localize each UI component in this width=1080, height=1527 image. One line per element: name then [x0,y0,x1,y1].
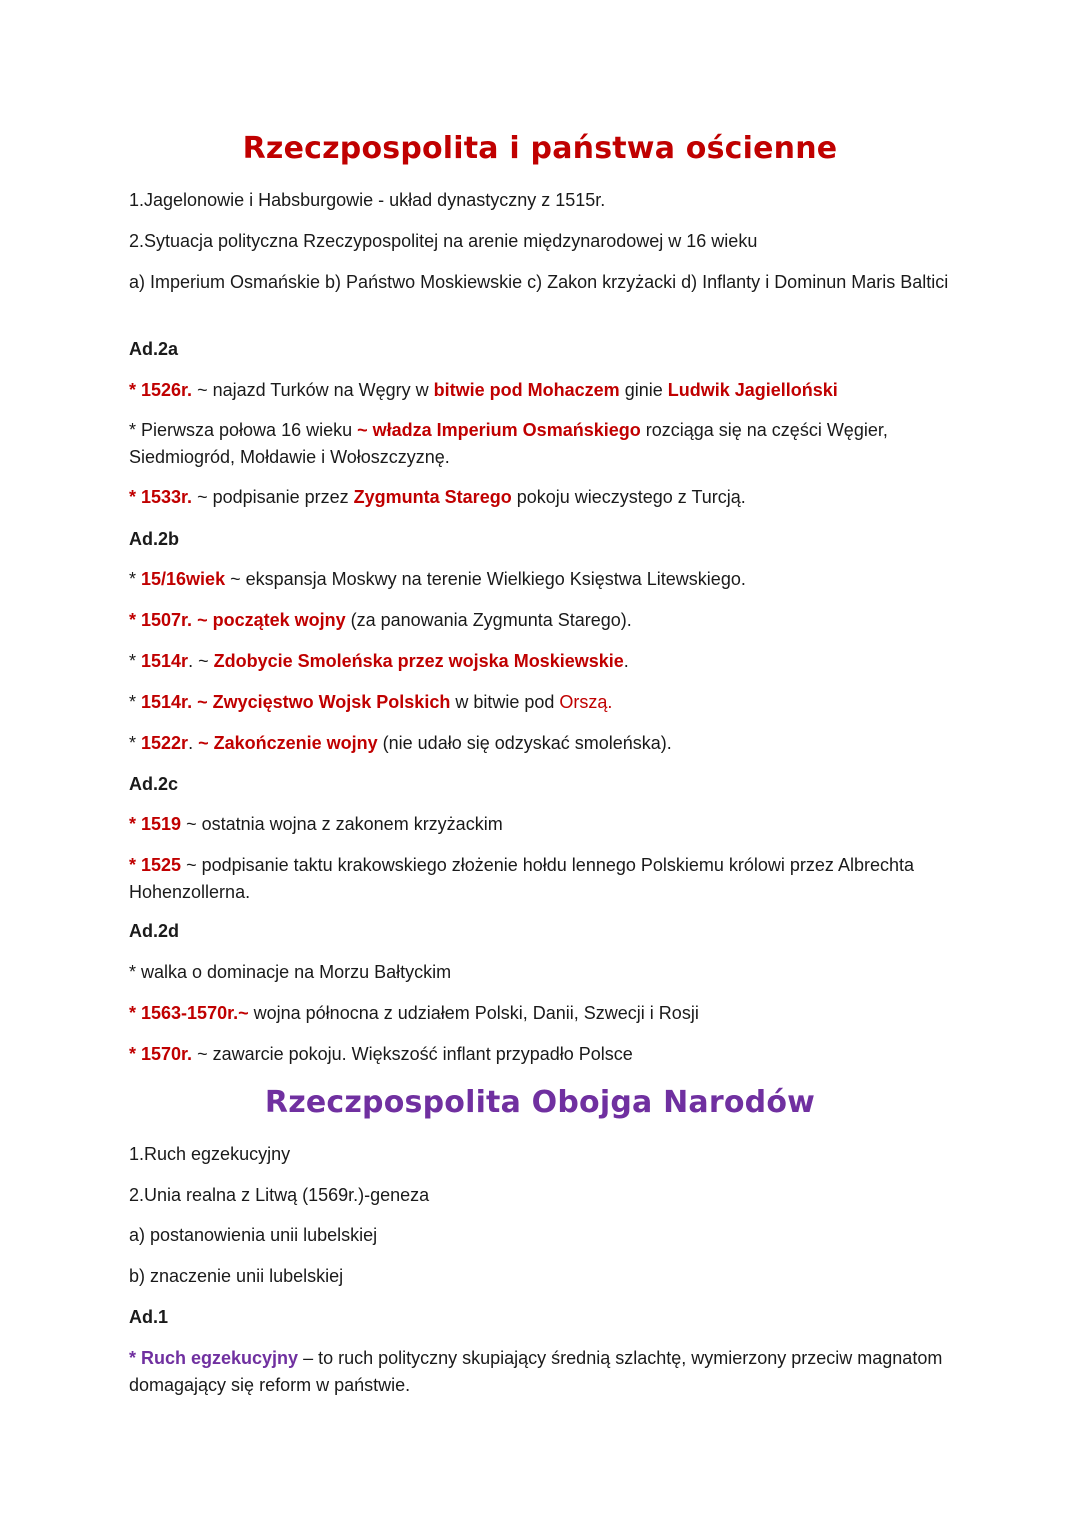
topic-subpoints: a) Imperium Osmańskie b) Państwo Moskiewskie c) Zakon krzyżacki d) Inflanty i Dominun Maris Baltici [129,272,949,292]
section-title: Rzeczpospolita i państwa ościenne [242,131,838,166]
topic-line: 2.Sytuacja polityczna Rzeczypospolitej na arenie międzynarodowej w 16 wieku [129,231,758,251]
topic-line: 2.Unia realna z Litwą (1569r.)-geneza [129,1185,430,1205]
ad-heading: Ad.2a [129,339,179,359]
ad-heading: Ad.2b [129,529,180,549]
ad-heading: Ad.2d [129,921,180,941]
topic-line: a) postanowienia unii lubelskiej [129,1225,378,1245]
section-title: Rzeczpospolita Obojga Narodów [264,1085,816,1120]
topic-line: b) znaczenie unii lubelskiej [129,1266,344,1286]
list-item: * 1570r. ~ zawarcie pokoju. Większość inflant przypadło Polsce [129,1044,633,1064]
topic-line: 1.Jagelonowie i Habsburgowie - układ dynastyczny z 1515r. [129,190,606,210]
list-item: * 1514r. ~ Zdobycie Smoleńska przez wojska Moskiewskie. [129,651,629,671]
list-item: * 1525 ~ podpisanie taktu krakowskiego złożenie hołdu lennego Polskiemu królowi przez Albrechta Hohenzollerna. [129,855,914,902]
ad-heading: Ad.1 [129,1307,169,1327]
list-item: * Pierwsza połowa 16 wieku ~ władza Imperium Osmańskiego rozciąga się na części Węgier, Siedmiogród, Mołdawie i Wołoszczyznę. [129,420,888,467]
list-item: * 15/16wiek ~ ekspansja Moskwy na terenie Wielkiego Księstwa Litewskiego. [129,569,746,589]
list-item: * 1514r. ~ Zwycięstwo Wojsk Polskich w bitwie pod Orszą. [129,692,613,712]
topic-line: 1.Ruch egzekucyjny [129,1144,291,1164]
ad-heading: Ad.2c [129,774,179,794]
list-item: * 1522r. ~ Zakończenie wojny (nie udało się odzyskać smoleńska). [129,733,672,753]
list-item: * 1526r. ~ najazd Turków na Węgry w bitwie pod Mohaczem ginie Ludwik Jagielloński [129,380,838,400]
list-item: * walka o dominacje na Morzu Bałtyckim [129,962,452,982]
list-item: * 1563-1570r.~ wojna północna z udziałem Polski, Danii, Szwecji i Rosji [129,1003,699,1023]
list-item: * 1507r. ~ początek wojny (za panowania Zygmunta Starego). [129,610,632,630]
definition-item: * Ruch egzekucyjny – to ruch polityczny skupiający średnią szlachtę, wymierzony przeciw magnatom domagający się reform w państwie. [129,1348,943,1395]
list-item: * 1533r. ~ podpisanie przez Zygmunta Starego pokoju wieczystego z Turcją. [129,487,746,507]
list-item: * 1519 ~ ostatnia wojna z zakonem krzyżackim [129,814,503,834]
